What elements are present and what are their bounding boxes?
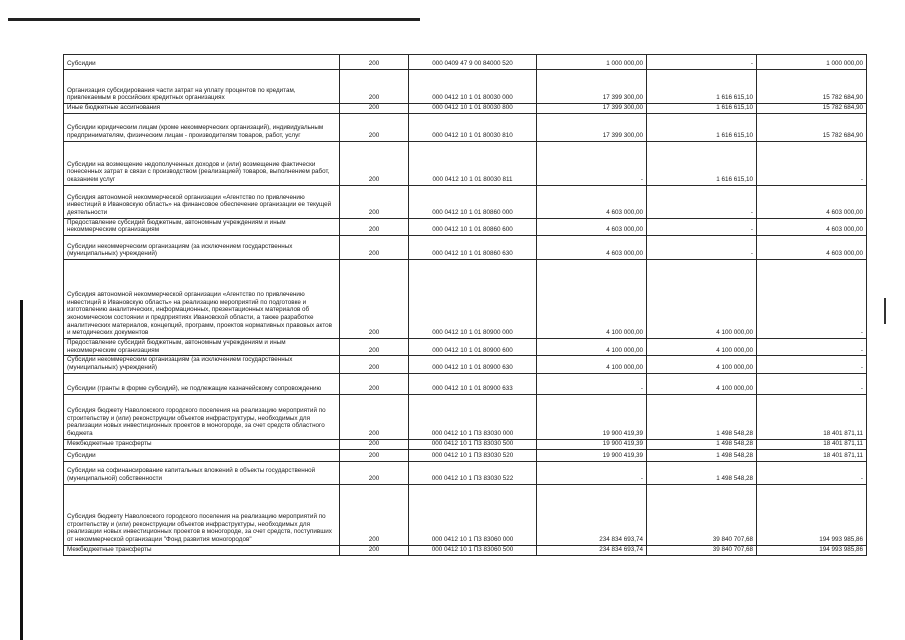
executed-amount: 4 100 000,00 — [647, 339, 757, 356]
budget-class-code: 000 0412 10 1 01 80900 630 — [409, 356, 537, 373]
executed-amount: 1 616 615,10 — [647, 141, 757, 185]
row-name: Субсидии на софинансирование капитальных вложений в объекты государственной (муниципальной) собственности — [64, 461, 340, 484]
approved-amount: 234 834 693,74 — [537, 484, 647, 545]
executed-amount: - — [647, 218, 757, 235]
table-row — [64, 104, 867, 114]
remaining-amount: 4 603 000,00 — [757, 218, 867, 235]
approved-amount: 17 399 300,00 — [537, 113, 647, 141]
budget-class-code: 000 0412 10 1 П3 83030 500 — [409, 439, 537, 449]
remaining-amount: - — [757, 373, 867, 394]
budget-class-code: 000 0412 10 1 01 80900 600 — [409, 339, 537, 356]
budget-class-code: 000 0412 10 1 01 80030 811 — [409, 141, 537, 185]
table-row — [64, 373, 867, 394]
line-code: 200 — [340, 104, 409, 114]
executed-amount: - — [647, 236, 757, 260]
row-name: Межбюджетные трансферты — [64, 545, 340, 555]
table-row — [64, 70, 867, 104]
budget-class-code: 000 0412 10 1 01 80860 630 — [409, 236, 537, 260]
approved-amount: 4 603 000,00 — [537, 236, 647, 260]
page-edge-shadow — [20, 300, 23, 640]
approved-amount: - — [537, 141, 647, 185]
executed-amount: 1 616 615,10 — [647, 104, 757, 114]
table-row — [64, 484, 867, 545]
table-row — [64, 236, 867, 260]
remaining-amount: 15 782 684,90 — [757, 104, 867, 114]
budget-class-code: 000 0412 10 1 01 80030 000 — [409, 70, 537, 104]
approved-amount: 19 900 419,39 — [537, 394, 647, 439]
approved-amount: 4 100 000,00 — [537, 339, 647, 356]
table-row — [64, 339, 867, 356]
approved-amount: 4 100 000,00 — [537, 260, 647, 339]
table-row — [64, 356, 867, 373]
approved-amount: 17 399 300,00 — [537, 104, 647, 114]
line-code: 200 — [340, 461, 409, 484]
margin-mark — [884, 298, 886, 324]
approved-amount: - — [537, 461, 647, 484]
row-name: Субсидии юридическим лицам (кроме некоммерческих организаций), индивидуальным предпринимателям, физическим лицам - производителям товаров, работ, услуг — [64, 113, 340, 141]
approved-amount: 234 834 693,74 — [537, 545, 647, 555]
budget-class-code: 000 0412 10 1 П3 83060 500 — [409, 545, 537, 555]
table-row — [64, 113, 867, 141]
line-code: 200 — [340, 218, 409, 235]
line-code: 200 — [340, 373, 409, 394]
line-code: 200 — [340, 260, 409, 339]
row-name: Субсидии — [64, 55, 340, 70]
remaining-amount: - — [757, 141, 867, 185]
executed-amount: 1 498 548,28 — [647, 394, 757, 439]
row-name: Субсидия автономной некоммерческой организации «Агентство по привлечению инвестиций в Ивановскую область» на реализацию мероприятий по подготовке и изготовлению аналитических, информационных, презентационных материалов об экономическом состоянии и предприятиях Ивановской области, а также разработке аналитических материалов, концепций, программ, проектов нормативных правовых актов и методических документов — [64, 260, 340, 339]
line-code: 200 — [340, 449, 409, 461]
line-code: 200 — [340, 484, 409, 545]
row-name: Субсидия бюджету Наволокского городского поселения на реализацию мероприятий по строительству и (или) реконструкции объектов инфраструктуры, необходимых для реализации новых инвестиционных проектов в моногороде, за счет средств областного бюджета — [64, 394, 340, 439]
remaining-amount: 4 603 000,00 — [757, 185, 867, 218]
remaining-amount: 15 782 684,90 — [757, 113, 867, 141]
remaining-amount: - — [757, 260, 867, 339]
row-name: Субсидии на возмещение недополученных доходов и (или) возмещение фактически понесенных затрат в связи с производством (реализацией) товаров, выполнением работ, оказанием услуг — [64, 141, 340, 185]
budget-class-code: 000 0412 10 1 01 80030 810 — [409, 113, 537, 141]
line-code: 200 — [340, 185, 409, 218]
executed-amount: 1 616 615,10 — [647, 113, 757, 141]
approved-amount: 19 900 419,39 — [537, 449, 647, 461]
budget-execution-table — [63, 54, 867, 556]
row-name: Субсидии некоммерческим организациям (за исключением государственных (муниципальных) учреждений) — [64, 356, 340, 373]
remaining-amount: - — [757, 461, 867, 484]
remaining-amount: 4 603 000,00 — [757, 236, 867, 260]
table-body — [64, 55, 867, 556]
table-row — [64, 260, 867, 339]
executed-amount: 4 100 000,00 — [647, 260, 757, 339]
top-rule — [8, 18, 420, 21]
line-code: 200 — [340, 236, 409, 260]
approved-amount: 19 900 419,39 — [537, 439, 647, 449]
row-name: Предоставление субсидий бюджетным, автономным учреждениям и иным некоммерческим организациям — [64, 218, 340, 235]
executed-amount: 4 100 000,00 — [647, 356, 757, 373]
remaining-amount: - — [757, 339, 867, 356]
budget-class-code: 000 0412 10 1 П3 83030 522 — [409, 461, 537, 484]
line-code: 200 — [340, 70, 409, 104]
table-row — [64, 545, 867, 555]
row-name: Межбюджетные трансферты — [64, 439, 340, 449]
table-row — [64, 449, 867, 461]
approved-amount: 4 100 000,00 — [537, 356, 647, 373]
row-name: Субсидии (гранты в форме субсидий), не подлежащие казначейскому сопровождению — [64, 373, 340, 394]
table-row — [64, 55, 867, 70]
approved-amount: 17 399 300,00 — [537, 70, 647, 104]
table-row — [64, 439, 867, 449]
remaining-amount: 18 401 871,11 — [757, 439, 867, 449]
line-code: 200 — [340, 394, 409, 439]
row-name: Субсидия бюджету Наволокского городского поселения на реализацию мероприятий по строительству и (или) реконструкции объектов инфраструктуры, необходимых для реализации новых инвестиционных проектов в моногороде, за счет средств, поступивших от некоммерческой организации "Фонд развития моногородов" — [64, 484, 340, 545]
table-row — [64, 394, 867, 439]
row-name: Организация субсидирования части затрат на уплату процентов по кредитам, привлекаемым в российских кредитных организациях — [64, 70, 340, 104]
remaining-amount: 1 000 000,00 — [757, 55, 867, 70]
remaining-amount: - — [757, 356, 867, 373]
approved-amount: 1 000 000,00 — [537, 55, 647, 70]
executed-amount: 4 100 000,00 — [647, 373, 757, 394]
remaining-amount: 18 401 871,11 — [757, 394, 867, 439]
approved-amount: 4 603 000,00 — [537, 218, 647, 235]
remaining-amount: 194 993 985,86 — [757, 484, 867, 545]
row-name: Иные бюджетные ассигнования — [64, 104, 340, 114]
remaining-amount: 15 782 684,90 — [757, 70, 867, 104]
line-code: 200 — [340, 439, 409, 449]
table-row — [64, 141, 867, 185]
table-row — [64, 218, 867, 235]
row-name: Субсидии — [64, 449, 340, 461]
executed-amount: 39 840 707,68 — [647, 545, 757, 555]
budget-class-code: 000 0412 10 1 П3 83060 000 — [409, 484, 537, 545]
executed-amount: 1 616 615,10 — [647, 70, 757, 104]
approved-amount: - — [537, 373, 647, 394]
line-code: 200 — [340, 55, 409, 70]
budget-class-code: 000 0409 47 9 00 84000 520 — [409, 55, 537, 70]
executed-amount: 1 498 548,28 — [647, 449, 757, 461]
executed-amount: 1 498 548,28 — [647, 461, 757, 484]
remaining-amount: 18 401 871,11 — [757, 449, 867, 461]
budget-class-code: 000 0412 10 1 01 80860 000 — [409, 185, 537, 218]
line-code: 200 — [340, 141, 409, 185]
executed-amount: 1 498 548,28 — [647, 439, 757, 449]
line-code: 200 — [340, 545, 409, 555]
budget-class-code: 000 0412 10 1 01 80900 633 — [409, 373, 537, 394]
table-row — [64, 185, 867, 218]
line-code: 200 — [340, 339, 409, 356]
executed-amount: - — [647, 55, 757, 70]
row-name: Предоставление субсидий бюджетным, автономным учреждениям и иным некоммерческим организациям — [64, 339, 340, 356]
row-name: Субсидия автономной некоммерческой организации «Агентство по привлечению инвестиций в Ивановскую область» на финансовое обеспечение организации ее текущей деятельности — [64, 185, 340, 218]
line-code: 200 — [340, 113, 409, 141]
line-code: 200 — [340, 356, 409, 373]
remaining-amount: 194 993 985,86 — [757, 545, 867, 555]
budget-class-code: 000 0412 10 1 01 80860 600 — [409, 218, 537, 235]
budget-class-code: 000 0412 10 1 01 80900 000 — [409, 260, 537, 339]
table-row — [64, 461, 867, 484]
budget-class-code: 000 0412 10 1 П3 83030 520 — [409, 449, 537, 461]
executed-amount: 39 840 707,68 — [647, 484, 757, 545]
budget-class-code: 000 0412 10 1 П3 83030 000 — [409, 394, 537, 439]
approved-amount: 4 603 000,00 — [537, 185, 647, 218]
row-name: Субсидии некоммерческим организациям (за исключением государственных (муниципальных) учреждений) — [64, 236, 340, 260]
budget-class-code: 000 0412 10 1 01 80030 800 — [409, 104, 537, 114]
executed-amount: - — [647, 185, 757, 218]
